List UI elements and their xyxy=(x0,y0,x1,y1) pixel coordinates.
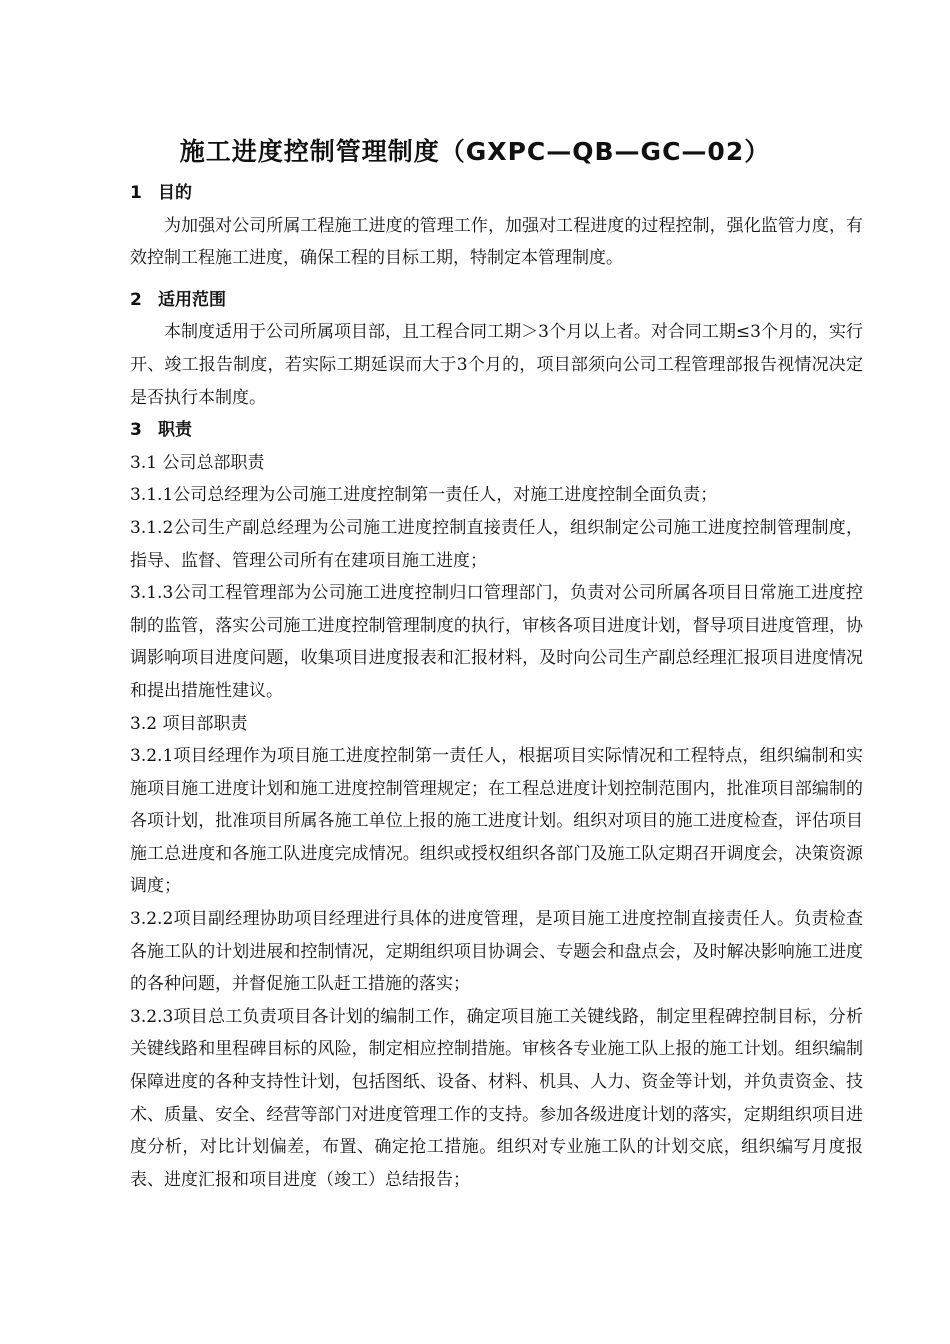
paragraph-scope: 本制度适用于公司所属项目部，且工程合同工期＞3个月以上者。对合同工期≤3个月的，实行开、竣工报告制度，若实际工期延误而大于3个月的，项目部须向公司工程管理部报告视情况决定是否执行本制度。 xyxy=(130,322,863,408)
section-title: 目的 xyxy=(158,183,192,203)
section-number: 3 xyxy=(130,420,142,441)
section-title: 适用范围 xyxy=(158,289,226,310)
document-body xyxy=(130,177,863,1196)
section-number: 1 xyxy=(130,183,142,203)
clause-3-1-3: 3.1.3公司工程管理部为公司施工进度控制归口管理部门，负责对公司所属各项目日常施工进度控制的监管，落实公司施工进度控制管理制度的执行，审核各项目进度计划，督导项目进度管理，协调影响项目进度问题，收集项目进度报表和汇报材料，及时向公司生产副总经理汇报项目进度情况和提出措施性建议。 xyxy=(130,583,863,701)
section-number: 2 xyxy=(130,289,142,310)
clause-3-1-2: 3.1.2公司生产副总经理为公司施工进度控制直接责任人，组织制定公司施工进度控制管理制度，指导、监督、管理公司所有在建项目施工进度； xyxy=(130,517,863,571)
subsection-heading-headquarters: 3.1 公司总部职责 xyxy=(130,452,265,473)
clause-3-2-2: 3.2.2项目副经理协助项目经理进行具体的进度管理，是项目施工进度控制直接责任人。负责检查各施工队的计划进展和控制情况，定期组织项目协调会、专题会和盘点会，及时解决影响施工进度的各种问题，并督促施工队赶工措施的落实； xyxy=(130,909,863,995)
subsection-heading-project-dept: 3.2 项目部职责 xyxy=(130,713,248,734)
document-title: 施工进度控制管理制度（GXPC—QB—GC—02） xyxy=(179,137,771,166)
section-heading-scope xyxy=(130,284,863,317)
clause-3-1-1: 3.1.1公司总经理为公司施工进度控制第一责任人，对施工进度控制全面负责； xyxy=(130,485,718,506)
section-heading-responsibilities xyxy=(130,414,863,447)
section-heading-purpose xyxy=(130,177,863,210)
clause-3-2-3: 3.2.3项目总工负责项目各计划的编制工作，确定项目施工关键线路，制定里程碑控制目标，分析关键线路和里程碑目标的风险，制定相应控制措施。审核各专业施工队上报的施工计划。组织编制保障进度的各种支持性计划，包括图纸、设备、材料、机具、人力、资金等计划，并负责资金、技术、质量、安全、经营等部门对进度管理工作的支持。参加各级进度计划的落实，定期组织项目进度分析，对比计划偏差，布置、确定抢工措施。组织对专业施工队的计划交底，组织编写月度报表、进度汇报和项目进度（竣工）总结报告； xyxy=(130,1006,863,1190)
paragraph-purpose: 为加强对公司所属工程施工进度的管理工作，加强对工程进度的过程控制，强化监管力度，有效控制工程施工进度，确保工程的目标工期，特制定本管理制度。 xyxy=(130,215,863,269)
clause-3-2-1: 3.2.1项目经理作为项目施工进度控制第一责任人，根据项目实际情况和工程特点，组织编制和实施项目施工进度计划和施工进度控制管理规定；在工程总进度计划控制范围内，批准项目部编制的各项计划，批准项目所属各施工单位上报的施工进度计划。组织对项目的施工进度检查，评估项目施工总进度和各施工队进度完成情况。组织或授权组织各部门及施工队定期召开调度会，决策资源调度； xyxy=(130,746,863,897)
section-title: 职责 xyxy=(158,420,192,441)
